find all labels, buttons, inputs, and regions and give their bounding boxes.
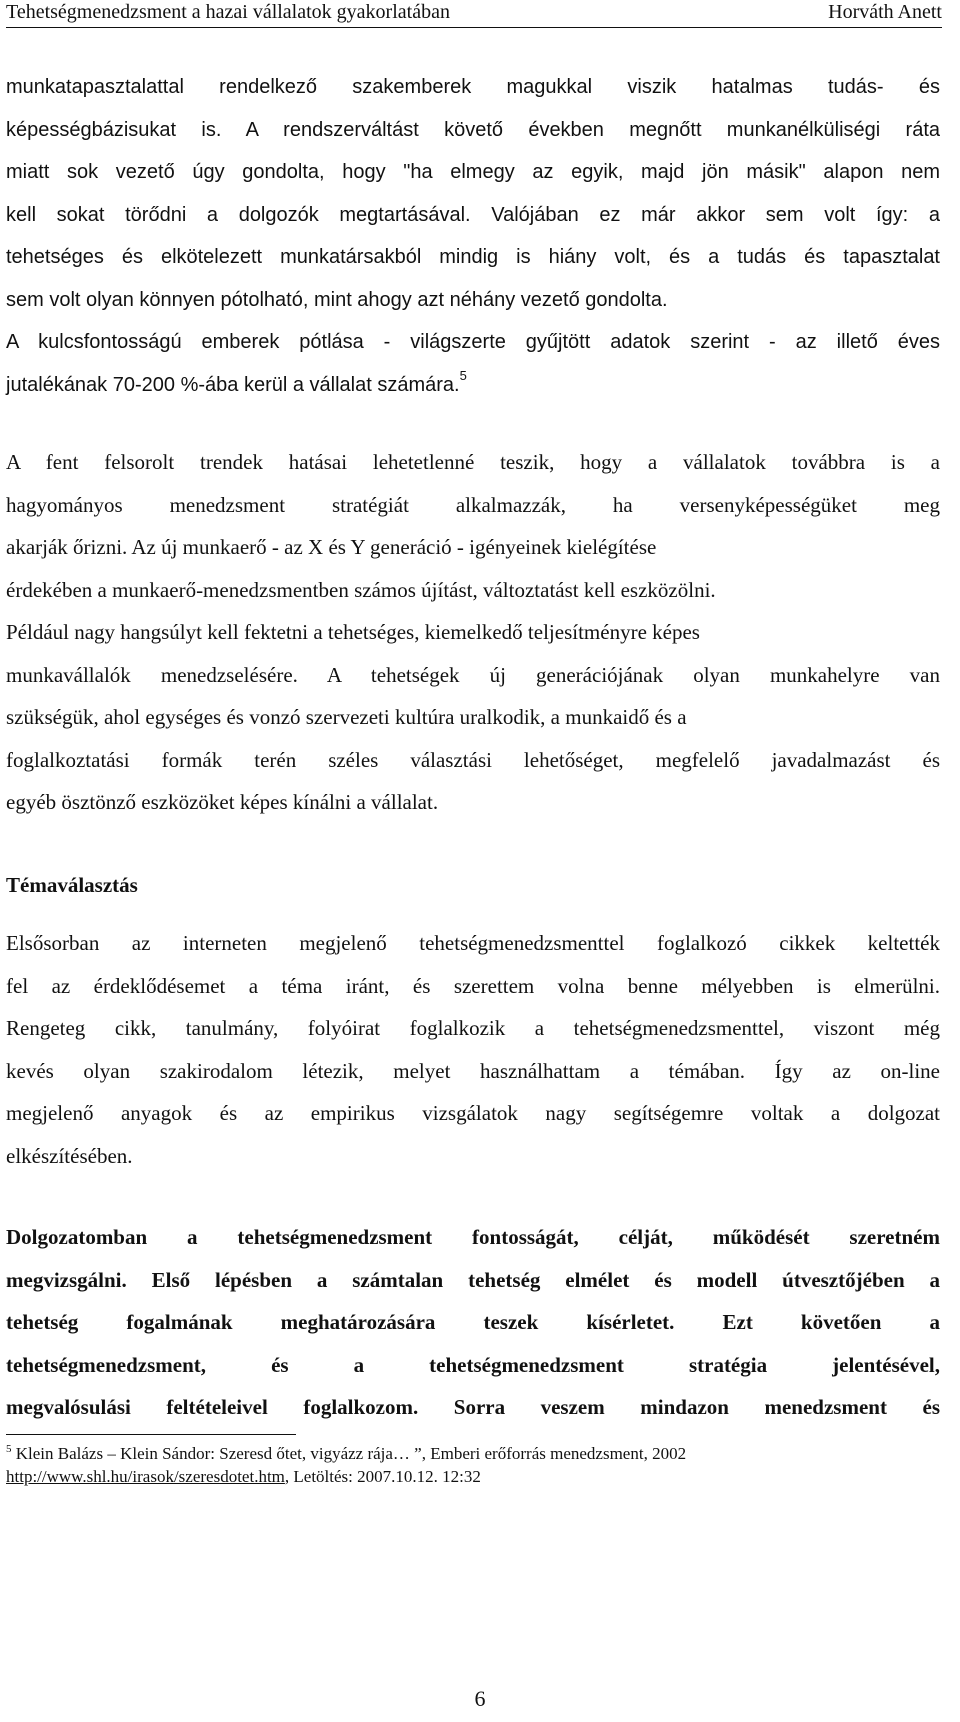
text-line: Rengeteg cikk, tanulmány, folyóirat foglalkozik a tehetségmenedzsmenttel, viszont még (6, 1016, 940, 1040)
footnote-download-date: , Letöltés: 2007.10.12. 12:32 (284, 1467, 481, 1486)
paragraph-aims (6, 1216, 940, 1429)
text-line (6, 364, 940, 407)
text-line: kell sokat törődni a dolgozók megtartásával. Valójában ez már akkor sem volt így: a (6, 203, 940, 226)
text-line: szükségük, ahol egységes és vonzó szervezeti kultúra uralkodik, a munkaidő és a (6, 705, 687, 729)
footnote-reference[interactable]: 5 (459, 367, 467, 383)
footnote (6, 1442, 940, 1488)
header-author: Horváth Anett (828, 1, 942, 23)
section-heading: Témaválasztás (6, 873, 138, 897)
paragraph-trends (6, 441, 940, 824)
text-line: Elsősorban az interneten megjelenő tehetségmenedzsmenttel foglalkozó cikkek keltették (6, 931, 940, 955)
page-number: 6 (474, 1686, 486, 1711)
text-line: tehetséges és elkötelezett munkatársakból mindig is hiány volt, és a tudás és tapasztalat (6, 246, 940, 268)
text-line: tehetségmenedzsment, és a tehetségmenedzsment stratégia jelentésével, (6, 1352, 940, 1377)
footnote-citation: Klein Balázs – Klein Sándor: Szeresd őtet, vigyázz rája… ”, Emberi erőforrás menedzsment, 2002 (15, 1444, 687, 1463)
footnote-number: 5 (6, 1443, 12, 1455)
text-line: akarják őrizni. Az új munkaerő - az X és Y generáció - igényeinek kielégítése (6, 535, 657, 559)
text-line-end: jutalékának 70-200 %-ába kerül a vállalat számára. (6, 373, 460, 396)
text-line: A kulcsfontosságú emberek pótlása - világszerte gyűjtött adatok szerint - az illető éves (6, 331, 940, 353)
header-title: Tehetségmenedzsment a hazai vállalatok gyakorlatában (6, 1, 450, 23)
footnote-separator (6, 1434, 296, 1435)
text-line: képességbázisukat is. A rendszerváltást követő években megnőtt munkanélküliségi ráta (6, 118, 940, 141)
paragraph-topic-choice (6, 922, 940, 1177)
text-line: érdekében a munkaerő-menedzsmentben számos újítást, változtatást kell eszközölni. (6, 577, 716, 602)
text-line: kevés olyan szakirodalom létezik, melyet használhattam a témában. Így az on-line (6, 1058, 940, 1083)
text-line: hagyományos menedzsment stratégiát alkalmazzák, ha versenyképességüket meg (6, 492, 940, 517)
footnote-link[interactable]: http://www.shl.hu/irasok/szeresdotet.htm (6, 1467, 285, 1486)
text-line: tehetség fogalmának meghatározására teszek kísérletet. Ezt követően a (6, 1310, 940, 1334)
text-line: egyéb ösztönző eszközöket képes kínálni a vállalat. (6, 790, 439, 814)
text-line: megvalósulási feltételeivel foglalkozom. Sorra veszem mindazon menedzsment és (6, 1395, 940, 1419)
text-line: foglalkoztatási formák terén széles választási lehetőséget, megfelelő javadalmazást és (6, 747, 940, 772)
running-header (6, 0, 942, 24)
paragraph-intro (6, 66, 940, 406)
text-line: miatt sok vezető úgy gondolta, hogy "ha elmegy az egyik, majd jön másik" alapon nem (6, 161, 940, 183)
header-rule (6, 27, 942, 28)
text-line: munkatapasztalattal rendelkező szakemberek magukkal viszik hatalmas tudás- és (6, 76, 940, 98)
text-line: fel az érdeklődésemet a téma iránt, és szerettem volna benne mélyebben is elmerülni. (6, 973, 940, 998)
text-line: elkészítésében. (6, 1143, 133, 1168)
footnote-line (6, 1442, 940, 1465)
text-line: Dolgozatomban a tehetségmenedzsment fontosságát, célját, működését szeretném (6, 1225, 940, 1249)
text-line: Például nagy hangsúlyt kell fektetni a tehetséges, kiemelkedő teljesítményre képes (6, 620, 700, 644)
text-line: megvizsgálni. Első lépésben a számtalan tehetség elmélet és modell útvesztőjében a (6, 1267, 940, 1292)
text-line: munkavállalók menedzselésére. A tehetségek új generációjának olyan munkahelyre van (6, 662, 940, 687)
footnote-line (6, 1465, 940, 1488)
text-line: sem volt olyan könnyen pótolható, mint ahogy azt néhány vezető gondolta. (6, 288, 668, 311)
text-line: A fent felsorolt trendek hatásai lehetetlenné teszik, hogy a vállalatok továbbra is a (6, 450, 940, 474)
text-line: megjelenő anyagok és az empirikus vizsgálatok nagy segítségemre voltak a dolgozat (6, 1101, 940, 1125)
